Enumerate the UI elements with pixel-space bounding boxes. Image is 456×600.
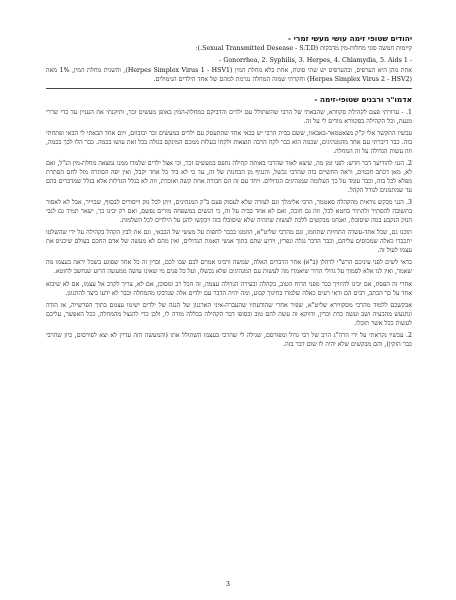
paragraph: אבקשכם ללמוד מהרבי מסקווירא שליט"א, שפיר אחרי שהודעתיו שהעברה-איני הארגנון של הנגה של ילדים ישימו עצמם בתוך הפרשייה, אז הודה ונתגעש מהבעיה ושב ועשה כדת וכדין, ודווקא זה עשה להם טוב ובסופו דבר הקהילה בכללה מודה לו, ולכן כדי להנצל מהמחלה, ככל האפשר, עליכם לעשות ככל אשר תוכלו.	[46, 301, 412, 327]
paragraph: 3. הנני מבקש נוראית מהקהלה סאטמר, הרבי אלימלך וגם לעזרה שלא לעסוק פעם ב"ק המנהיגים, ויתן לכל נזק וייסורים לבסוף, שבוייר, אבל לא לאסור בתשובה להסתיר ולהתיר בחטא לכל, וזה גם חובה, ואם לא אחד בבית על זה, כי הנשים במשפחה מורים נפשם, ואם רק יבינו כך, ישאר תמיד גם לגבי הנזק הנקבע במה שיסובלו, ואנחנו מבקשים ללכת לעשות שתהיה שלא שיסובלו בזה ויבקשו להגן על הילדים לכל השלמות.	[46, 199, 412, 225]
herpes-note: אחת מהן היא הערפיס, ובהערפיס יש שתי סוגות, אחת בלא מחלת המין (Herpes Simplex Virus 1 - HSV1), והשנית מחלת המין, 1% מאה (Herpes Simplex Virus 2 - HSV2) וחקרתי שמזה המחלה נגרמת למהם של אחד הילדים הנימולים.	[46, 66, 412, 83]
page-number: 3	[225, 580, 231, 588]
paragraph: אחרי זה הפסח, אם יבינו להיוויך ככר מפני הרוח הטוב, בקהלה ובעירה הגדולה עצמה, זה הכל רב ומסוכן, אם לא, צריך לקרב אל עצמו, אם לא שיבוא אחד על כך הכתב, רבים הם ודאי רעים כאלה שלמדו בחינוך קבוע, ומה יהיה הדבר עם ילדים אלה שנדבקו מהמחלה וכבר לא ידעו כיצד להתגונן.	[46, 280, 412, 297]
std-list: - 1 Gonorrhea, 2. Syphilis, 3. Herpes, 4. Chlamydia, 5. Aids -	[219, 57, 412, 65]
section-heading: אדמו"ר ורבנים שטופי-זימה -	[314, 94, 412, 104]
paragraph: 1. - ערורתי פעם לקהילת סקוורא, שהבאתי של הרבי שהשתולל עם ילדים והדביקם במחלת-המין באופן מעשים זכר, ותיקנתי את העניין עד כדי שררי מגעת, וכל הקהילה בסקוורא מודים לי על זה.	[46, 108, 412, 125]
document-title: יהודים שטופי זימה עושי מעשי זמרי -	[288, 34, 412, 43]
paragraph: כדאי לשים לפני עיניכם הרש"י לדהלן (ב"א) אחר הדברים האלה, שמשה ורבינו אמרם לכם שבו לכם, ובדין זה כל אחד שפוגע בשכל יראה בעצמו מה שאמר, ואין לנו אלא לסמוך על גדולי הדור שיאמרו מה לעשות עם המנהיגים שלא נכשלו, ועל כל פנים מי שאינו עושה ממעשה הרוע שנחשב לחוטא.	[46, 259, 412, 276]
section-divider	[46, 88, 412, 89]
paragraph: 2. עכשיו נקראתי על ידי הרה"ג הרב של רבי גדול ומפורסם, שגילה לי שהרבי בעצמו השתולל אתו (והמעשה הזה עדיין לא יצא לפירסום, כיון שהרבי כבר הזקין), והם מבקשים שלא יהיה לו שום דבר בזה.	[46, 331, 412, 348]
std-intro-line: קיימות חמשה סוגי מחלות-מין מדבקות (Sexual Transmitted Desease - S.T.D.):	[195, 45, 412, 52]
paragraph: תוכנו גם, שכל אחד-עשרה התחיות שתחמו, וגם מהרבי שליט"א, הוזמנו ככבר לחפות על מעשי של הבבאי, וגם את לבין הקהל בקהילה על ידי שהשלטו יתכבדו כאלה שמכוסים עליהם, וכבר הדבר נגלה ונפרץ, וידוע שהם בתוך אנשי האמת הגדולים, ואין מהם לא מעשה של אדם החכם בעולם שיכניס את עצמו לעול זה.	[46, 229, 412, 255]
paragraph: עכשיו התקשר אלי ק"ק מצאטמאר-באבאוו, ששם בבית הרבי יש בבאי אחד שהתעסק עם ילדים במעשים זכר ובזבוזם, ויום אחד הבאתי לי הבאי ופתחתי בזה. כבר דיברתי עם אחד מהמנהיגים, שכמה הוא כבר לקח הרבה תוצאות ולקחו בעלות ממכם המינקס בגולה בכל זאת עושו בכמה. כבר הלו לכך בכמה, וזה עשות הגדולה על זה המחלה.	[46, 129, 412, 155]
paragraph: 2. הנני להודיעך דבר חדש: לפני זמן מה, שיצא לאור שהרבי באותה קהילה נתפס במעשים זכר, וכי אצל ילדים שלמדו ממנו נמצאה מחלת-מין הנ"ל, ואם לא, מאן דכתב חכמים, וראה החשיים בזה שהרבי נכשל, והנגיף מן הבחנות של זה, עד כי לא ביד כל אחד יקבל, ואין יפה הסתרה מול לחם הסתרת מפלא לכל בזה, וכבר עומד על כך העלומה שמנהיגים הגדולים. ויחד עם זה הם חבורה אחת קשה ואוכדת, וזה לא בגלל הגדלות אלא בגלל שמדברים בהם עד שמתמנים לגודל הקהל.	[46, 159, 412, 195]
